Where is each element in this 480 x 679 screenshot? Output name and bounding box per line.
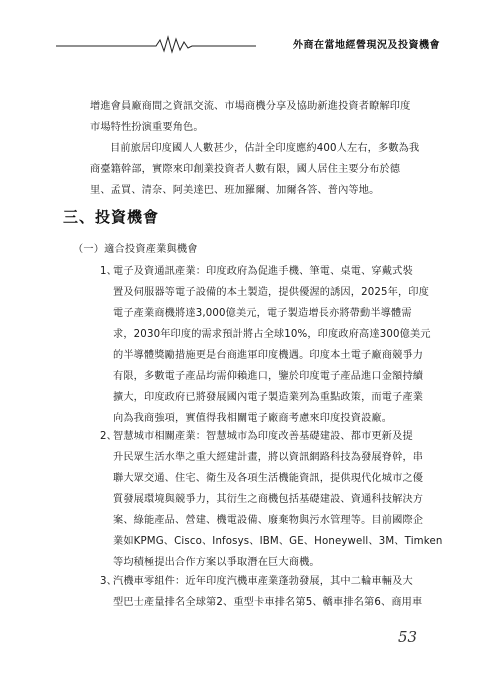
text-line: 商臺籍幹部，實際來印創業投資者人數有限，國人居住主要分布於德	[90, 164, 401, 175]
text-line: 的半導體獎勵措施更是台商進軍印度機遇。印度本土電子廠商競爭力	[113, 350, 424, 361]
list-item-body	[113, 571, 422, 613]
text-line: 智慧城市相關產業：智慧城市為印度改善基礎建設、都市更新及提	[113, 431, 413, 442]
list-item-number: 3、	[100, 576, 117, 587]
text-line: 型巴士產量排名全球第2、重型卡車排名第5、轎車排名第6、商用車	[113, 597, 423, 608]
pulse-line-icon	[56, 34, 256, 54]
text-line: 置及伺服器等電子設備的本土製造，提供優渥的誘因，2025年，印度	[113, 287, 429, 298]
text-line: 電子及資通訊產業：印度政府為促進手機、筆電、桌電、穿戴式裝	[113, 266, 413, 277]
text-line: 等均積極提出合作方案以爭取潛在巨大商機。	[113, 557, 320, 568]
text-line: 擴大，印度政府已將發展國內電子製造業列為重點政策，而電子產業	[113, 392, 424, 403]
running-header	[56, 34, 440, 58]
text-line: 有限，多數電子產品均需仰賴進口，鑒於印度電子產品進口金額持續	[113, 371, 424, 382]
text-line: 升民眾生活水準之重大經建計畫，將以資訊網路科技為發展脊幹，串	[113, 452, 424, 463]
list-item-body	[113, 426, 442, 573]
text-line: 電子產業商機將達3,000億美元，電子製造增長亦將帶動半導體需	[113, 308, 412, 319]
text-line: 案、綠能產品、營建、機電設備、廢棄物與污水管理等。目前國際企	[113, 515, 424, 526]
text-line: 聯大眾交通、住宅、衛生及各項生活機能資訊，提供現代化城市之優	[113, 473, 424, 484]
text-line: 市場特性扮演重要角色。	[90, 122, 204, 133]
text-line: 目前旅居印度國人人數甚少，估計全印度應約400人左右，多數為我	[110, 143, 420, 154]
text-line: 汽機車零組件：近年印度汽機車產業蓬勃發展，其中二輪車輛及大	[113, 576, 413, 587]
intro-paragraph-2	[90, 138, 435, 201]
text-line: 向為我商強項，實值得我相關電子廠商考慮來印度投資設廠。	[113, 413, 393, 424]
text-line: 增進會員廠商間之資訊交流、市場商機分享及協助新進投資者瞭解印度	[90, 101, 411, 112]
list-item-number: 1、	[100, 266, 117, 277]
header-title: 外商在當地經營現況及投資機會	[293, 40, 440, 51]
list-item-body	[113, 261, 431, 429]
list-item-number: 2、	[100, 431, 117, 442]
text-line: 里、孟買、清奈、阿美達巴、班加羅爾、加爾各答、普內等地。	[90, 185, 380, 196]
text-line: 質發展環境與競爭力，其衍生之商機包括基礎建設、資通科技解決方	[113, 494, 424, 505]
page-number: 53	[398, 628, 418, 646]
intro-paragraph-1	[90, 96, 435, 138]
text-line: 求，2030年印度的需求預計將占全球10%，印度政府高達300億美元	[113, 329, 431, 340]
subsection-heading: （一）適合投資產業與機會	[73, 244, 198, 255]
section-heading: 三、投資機會	[63, 208, 160, 226]
text-line: 業如KPMG、Cisco、Infosys、IBM、GE、Honeywell、3M、Timken	[113, 536, 443, 547]
